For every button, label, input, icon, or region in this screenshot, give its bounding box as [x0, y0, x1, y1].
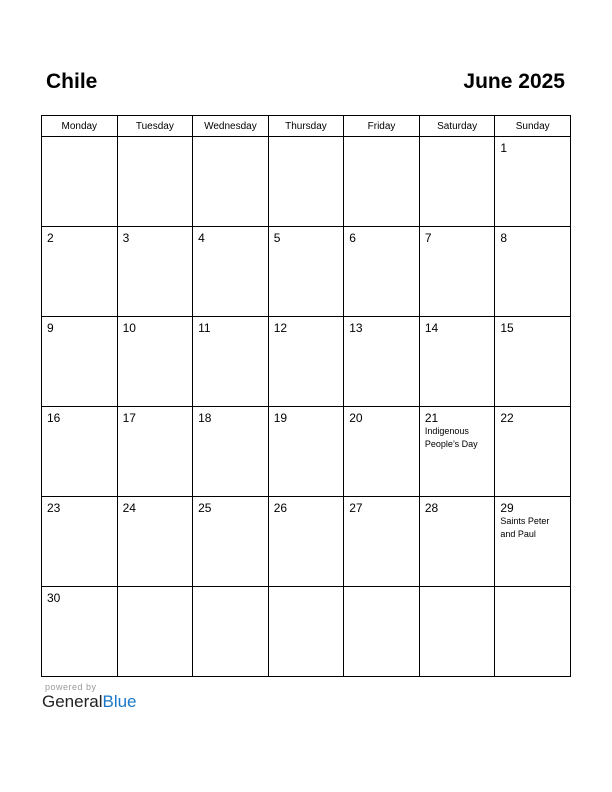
weekday-header-sunday: Sunday — [495, 116, 571, 137]
day-number: 23 — [47, 501, 61, 515]
weekday-header-monday: Monday — [42, 116, 118, 137]
day-number: 29 — [500, 501, 514, 515]
day-number: 14 — [424, 321, 439, 335]
week-row — [42, 227, 571, 317]
day-cell — [42, 317, 118, 407]
day-number: 9 — [47, 321, 54, 335]
day-number: 1 — [500, 141, 508, 155]
day-number: 21 — [424, 411, 439, 425]
week-row — [42, 497, 571, 587]
day-cell — [117, 317, 193, 407]
holiday-label: Indigenous — [424, 426, 469, 436]
day-number: 3 — [122, 231, 130, 245]
country-title: Chile — [46, 70, 98, 93]
day-cell — [344, 227, 420, 317]
day-number: 12 — [273, 321, 288, 335]
empty-day-cell — [117, 587, 193, 677]
empty-day-cell — [495, 587, 571, 677]
day-number: 5 — [273, 231, 281, 245]
weekday-header-wednesday: Wednesday — [193, 116, 269, 137]
day-cell — [193, 407, 269, 497]
empty-day-cell — [193, 587, 269, 677]
day-cell — [495, 497, 571, 587]
day-cell — [117, 407, 193, 497]
weekday-header-row — [42, 116, 571, 137]
day-number: 24 — [122, 501, 136, 515]
day-cell — [193, 227, 269, 317]
empty-day-cell — [193, 137, 269, 227]
day-number: 25 — [198, 501, 212, 515]
weekday-header-saturday: Saturday — [419, 116, 495, 137]
brand-general-text: General — [42, 692, 103, 711]
day-cell — [419, 497, 495, 587]
day-number: 20 — [349, 411, 363, 425]
day-cell — [117, 227, 193, 317]
month-year-title: June 2025 — [463, 70, 565, 93]
day-cell — [419, 317, 495, 407]
day-number: 7 — [424, 231, 432, 245]
holiday-label: Saints Peter — [500, 516, 550, 526]
holiday-label: People’s Day — [424, 439, 478, 449]
day-number: 4 — [198, 231, 205, 245]
footer — [42, 682, 137, 712]
weekday-header-tuesday: Tuesday — [117, 116, 193, 137]
day-cell — [42, 227, 118, 317]
generalblue-logo[interactable] — [42, 692, 137, 712]
day-cell — [344, 317, 420, 407]
empty-day-cell — [268, 587, 344, 677]
powered-by-text: powered by — [45, 682, 97, 692]
empty-day-cell — [117, 137, 193, 227]
week-row — [42, 137, 571, 227]
day-number: 2 — [47, 231, 54, 245]
day-number: 19 — [273, 411, 288, 425]
day-number: 17 — [122, 411, 136, 425]
day-cell — [495, 227, 571, 317]
day-cell — [268, 407, 344, 497]
day-cell — [268, 317, 344, 407]
weekday-header-friday: Friday — [344, 116, 420, 137]
holiday-label: and Paul — [500, 529, 536, 539]
day-cell — [344, 407, 420, 497]
empty-day-cell — [419, 587, 495, 677]
day-cell — [42, 587, 118, 677]
week-row — [42, 587, 571, 677]
brand-blue-text: Blue — [102, 692, 137, 711]
day-number: 28 — [424, 501, 439, 515]
day-number: 16 — [47, 411, 61, 425]
day-cell — [42, 407, 118, 497]
day-number: 18 — [198, 411, 212, 425]
day-number: 8 — [500, 231, 508, 245]
day-cell — [268, 497, 344, 587]
day-cell — [117, 497, 193, 587]
week-row — [42, 317, 571, 407]
calendar-body — [42, 137, 571, 677]
empty-day-cell — [42, 137, 118, 227]
day-number: 22 — [500, 411, 514, 425]
calendar-grid — [41, 115, 571, 677]
day-number: 26 — [273, 501, 288, 515]
day-cell — [495, 137, 571, 227]
empty-day-cell — [419, 137, 495, 227]
day-number: 6 — [349, 231, 356, 245]
day-number: 30 — [47, 591, 61, 605]
day-number: 27 — [349, 501, 363, 515]
empty-day-cell — [344, 137, 420, 227]
day-cell — [419, 407, 495, 497]
week-row — [42, 407, 571, 497]
day-cell — [419, 227, 495, 317]
day-number: 11 — [198, 321, 211, 335]
empty-day-cell — [344, 587, 420, 677]
day-cell — [495, 317, 571, 407]
day-number: 13 — [349, 321, 363, 335]
weekday-header-thursday: Thursday — [268, 116, 344, 137]
day-cell — [495, 407, 571, 497]
day-number: 10 — [122, 321, 136, 335]
day-cell — [344, 497, 420, 587]
day-cell — [193, 497, 269, 587]
day-cell — [193, 317, 269, 407]
empty-day-cell — [268, 137, 344, 227]
day-number: 15 — [500, 321, 514, 335]
day-cell — [268, 227, 344, 317]
day-cell — [42, 497, 118, 587]
